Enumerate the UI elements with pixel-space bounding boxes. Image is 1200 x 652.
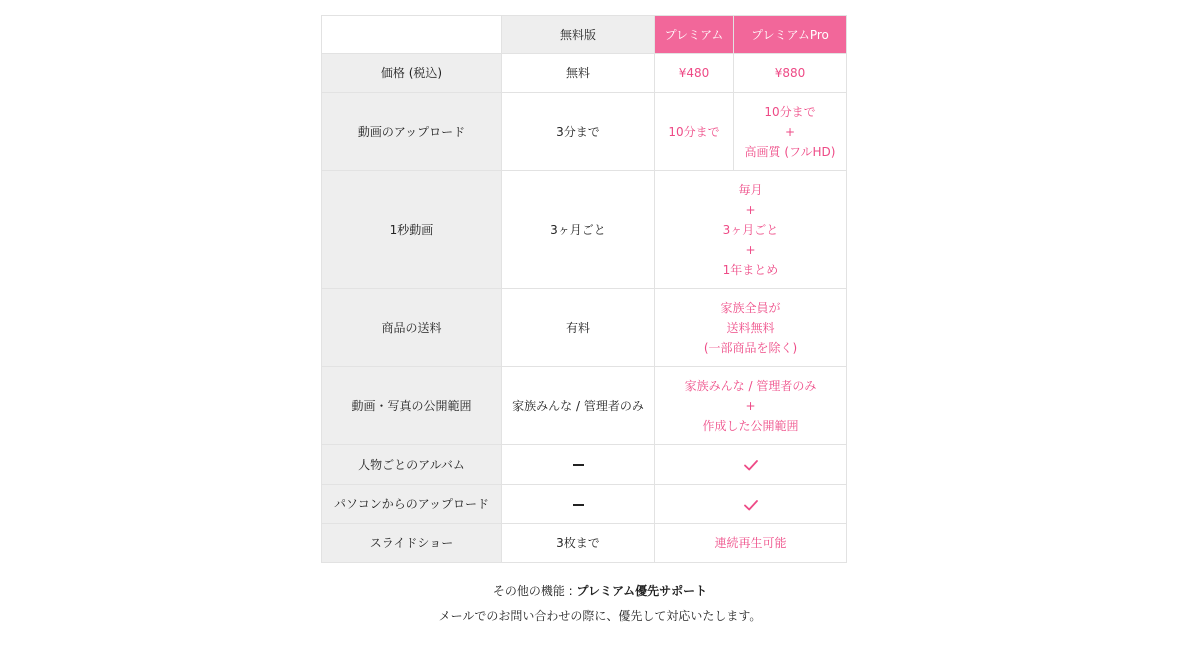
row-label-shipping: 商品の送料 — [322, 289, 502, 367]
other-features-line — [0, 582, 1200, 599]
header-premium-plan: プレミアム — [655, 16, 734, 54]
upload-pro-line-3: 高画質 (フルHD) — [744, 144, 836, 159]
row-label-price: 価格 (税込) — [322, 54, 502, 93]
table-row-visibility — [322, 367, 847, 445]
album-premium — [655, 445, 847, 485]
row-label-one-second: 1秒動画 — [322, 171, 502, 289]
shipping-premium — [655, 289, 847, 367]
plan-comparison-table — [321, 15, 847, 563]
visibility-line-1: 家族みんな / 管理者のみ — [684, 378, 817, 393]
other-features-label: その他の機能 : — [492, 584, 577, 598]
table-row-one-second — [322, 171, 847, 289]
other-features-value: プレミアム優先サポート — [576, 584, 708, 598]
header-premium-pro-plan: プレミアムPro — [734, 16, 847, 54]
table-header-row — [322, 16, 847, 54]
table-row-album — [322, 445, 847, 485]
upload-premium: 10分まで — [655, 93, 734, 171]
table-row-price — [322, 54, 847, 93]
slideshow-premium: 連続再生可能 — [655, 524, 847, 563]
upload-free: 3分まで — [502, 93, 655, 171]
checkmark-icon — [743, 457, 759, 473]
upload-pro-line-1: 10分まで — [764, 104, 816, 119]
pc-upload-premium — [655, 485, 847, 524]
table-row-upload — [322, 93, 847, 171]
dash-icon — [573, 464, 584, 466]
visibility-line-3: 作成した公開範囲 — [702, 418, 799, 433]
visibility-line-2: + — [745, 398, 756, 413]
header-blank-cell — [322, 16, 502, 54]
row-label-album: 人物ごとのアルバム — [322, 445, 502, 485]
price-free: 無料 — [502, 54, 655, 93]
price-premium-pro: ¥880 — [734, 54, 847, 93]
one-second-free: 3ヶ月ごと — [502, 171, 655, 289]
upload-premium-pro — [734, 93, 847, 171]
one-second-line-4: + — [745, 242, 756, 257]
shipping-line-2: 送料無料 — [726, 320, 775, 335]
table-row-pc-upload — [322, 485, 847, 524]
shipping-free: 有料 — [502, 289, 655, 367]
visibility-premium — [655, 367, 847, 445]
one-second-line-2: + — [745, 202, 756, 217]
one-second-line-1: 毎月 — [738, 182, 763, 197]
price-premium: ¥480 — [655, 54, 734, 93]
row-label-upload: 動画のアップロード — [322, 93, 502, 171]
header-free-plan: 無料版 — [502, 16, 655, 54]
visibility-free: 家族みんな / 管理者のみ — [502, 367, 655, 445]
pc-upload-free — [502, 485, 655, 524]
upload-pro-line-2: + — [784, 124, 796, 139]
checkmark-icon — [743, 497, 759, 513]
one-second-line-3: 3ヶ月ごと — [722, 222, 779, 237]
dash-icon — [573, 504, 584, 506]
slideshow-free: 3枚まで — [502, 524, 655, 563]
one-second-premium — [655, 171, 847, 289]
row-label-pc-upload: パソコンからのアップロード — [322, 485, 502, 524]
shipping-line-1: 家族全員が — [720, 300, 781, 315]
album-free — [502, 445, 655, 485]
row-label-visibility: 動画・写真の公開範囲 — [322, 367, 502, 445]
support-note: メールでのお問い合わせの際に、優先して対応いたします。 — [438, 609, 762, 623]
table-row-shipping — [322, 289, 847, 367]
table-row-slideshow — [322, 524, 847, 563]
shipping-line-3: (一部商品を除く) — [703, 340, 798, 355]
one-second-line-5: 1年まとめ — [722, 262, 779, 277]
row-label-slideshow: スライドショー — [322, 524, 502, 563]
